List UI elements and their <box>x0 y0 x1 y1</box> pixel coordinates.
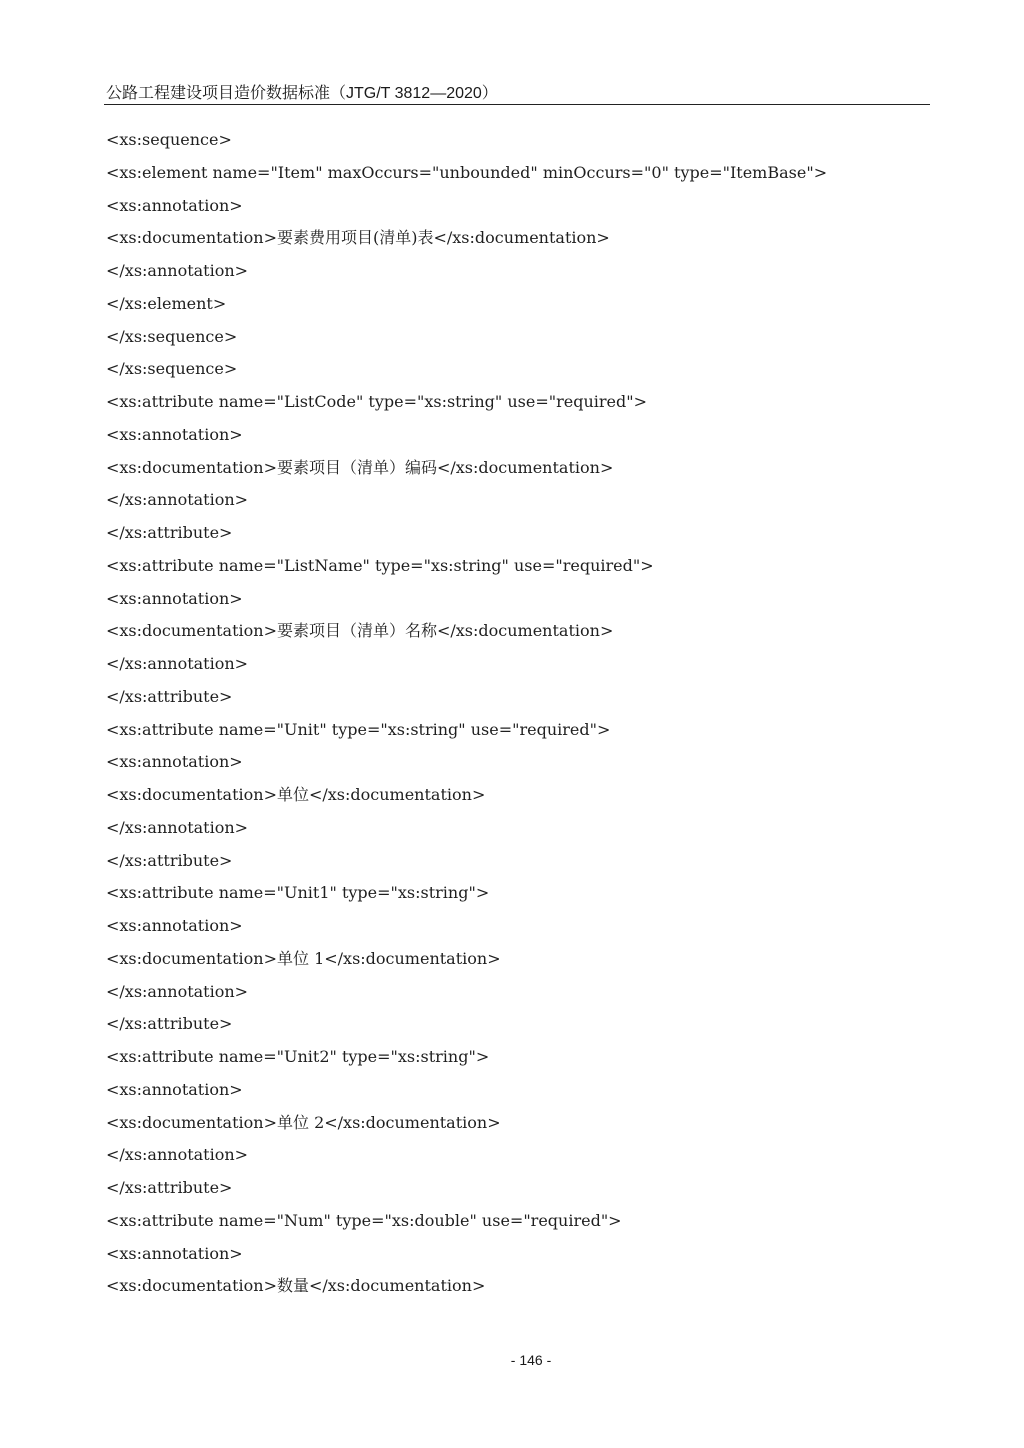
code-line: <xs:documentation>要素项目（清单）名称</xs:documentation> <box>106 621 614 641</box>
code-line: <xs:attribute name="Num" type="xs:double" use="required"> <box>106 1210 622 1230</box>
code-line: </xs:attribute> <box>106 686 233 706</box>
header-divider <box>104 104 930 105</box>
code-line: </xs:attribute> <box>106 1014 233 1034</box>
code-line: <xs:annotation> <box>106 916 243 935</box>
code-line: </xs:annotation> <box>106 817 249 837</box>
code-line: </xs:annotation> <box>106 1145 249 1165</box>
code-line: <xs:documentation>单位 1</xs:documentation> <box>106 948 501 968</box>
code-line: </xs:annotation> <box>106 261 249 280</box>
code-line: </xs:element> <box>106 293 227 313</box>
code-line: </xs:sequence> <box>106 359 238 379</box>
code-line: <xs:attribute name="Unit" type="xs:string" use="required"> <box>106 719 611 739</box>
code-line: </xs:annotation> <box>106 654 249 673</box>
code-line: <xs:element name="Item" maxOccurs="unbounded" minOccurs="0" type="ItemBase"> <box>106 162 828 182</box>
code-line: <xs:annotation> <box>106 752 243 772</box>
code-line: <xs:annotation> <box>106 588 243 608</box>
code-line: <xs:annotation> <box>106 1243 243 1263</box>
code-line: <xs:documentation>单位</xs:documentation> <box>106 785 486 804</box>
page-number: - 146 - <box>510 1352 552 1368</box>
code-line: <xs:annotation> <box>106 1079 243 1099</box>
xml-schema-code-block <box>106 126 827 1305</box>
code-line: </xs:annotation> <box>106 490 249 510</box>
code-line: <xs:documentation>单位 2</xs:documentation> <box>106 1112 501 1132</box>
code-line: <xs:attribute name="Unit1" type="xs:string"> <box>106 883 490 903</box>
code-line: </xs:sequence> <box>106 326 238 346</box>
code-line: <xs:annotation> <box>106 424 243 444</box>
code-line: <xs:annotation> <box>106 195 243 215</box>
code-line: </xs:attribute> <box>106 1178 233 1197</box>
code-line: <xs:documentation>数量</xs:documentation> <box>106 1276 486 1296</box>
code-line: </xs:attribute> <box>106 523 233 542</box>
running-header-title: 公路工程建设项目造价数据标准（JTG/T 3812—2020） <box>106 85 498 102</box>
code-line: <xs:documentation>要素项目（清单）编码</xs:documentation> <box>106 457 614 477</box>
code-line: <xs:documentation>要素费用项目(清单)表</xs:documentation> <box>106 228 610 248</box>
code-line: <xs:attribute name="ListName" type="xs:string" use="required"> <box>106 555 654 575</box>
code-line: <xs:attribute name="Unit2" type="xs:string"> <box>106 1047 490 1066</box>
code-line: <xs:sequence> <box>106 130 232 149</box>
code-line: <xs:attribute name="ListCode" type="xs:string" use="required"> <box>106 392 648 411</box>
code-line: </xs:annotation> <box>106 981 249 1001</box>
code-line: </xs:attribute> <box>106 850 233 870</box>
